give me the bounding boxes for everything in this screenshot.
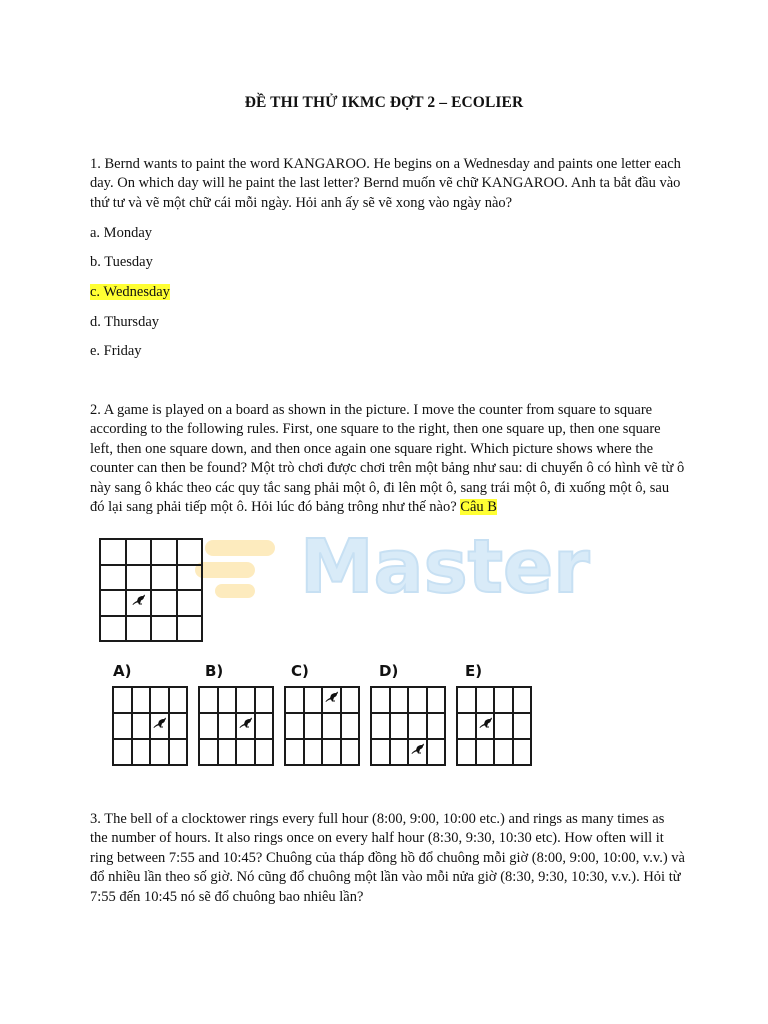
grid-cell [151,565,177,591]
grid-cell [285,739,304,765]
grid-cell [285,713,304,739]
grid-cell [322,739,341,765]
grid-cell [457,713,476,739]
choice-board-d [370,686,446,766]
grid-cell [476,713,495,739]
choice-label-b: B) [205,662,224,680]
choice-label-a: A) [113,662,132,680]
grid-cell [150,713,169,739]
grid-cell [177,590,203,616]
grid-cell [513,713,532,739]
choice-label-d: D) [379,662,399,680]
grid-cell [132,687,151,713]
grid-cell [199,687,218,713]
grid-cell [236,739,255,765]
grid-cell [390,739,409,765]
grid-cell [371,687,390,713]
grid-cell [100,565,126,591]
grid-cell [304,687,323,713]
grid-cell [494,739,513,765]
grid-cell [341,687,360,713]
grid-cell [126,565,152,591]
grid-cell [150,687,169,713]
page-title: ĐỀ THI THỬ IKMC ĐỢT 2 – ECOLIER [244,94,524,111]
grid-cell [494,687,513,713]
q1-option-a: a. Monday [90,225,153,241]
grid-cell [255,713,274,739]
grid-cell [513,739,532,765]
choice-board-e [456,686,532,766]
grid-cell [100,590,126,616]
grid-cell [408,713,427,739]
grid-cell [113,713,132,739]
grid-cell [255,687,274,713]
grid-cell [285,687,304,713]
grid-cell [177,565,203,591]
grid-cell [371,739,390,765]
grid-cell [341,739,360,765]
grid-cell [457,687,476,713]
grid-cell [150,739,169,765]
grid-cell [236,687,255,713]
grid-cell [304,739,323,765]
kangaroo-icon [477,717,493,735]
highlighted-answer: c. Wednesday [90,284,170,300]
question-3-text: 3. The bell of a clocktower rings every full hour (8:00, 9:00, 10:00 etc.) and rings as many times as the number of hours. It also rings once on every half hour (8:30, 9:30, 10:30 etc). How often will it ring between 7:55 and 10:45? Chuông của tháp đồng hồ đổ chuông mỗi giờ (8:00, 9:00, 10:00, v.v.) và đổ nhiều lần theo số giờ. Nó cũng đổ chuông một lần vào mỗi nửa giờ (8:30, 9:30, 10:30, v.v.). Hỏi từ 7:55 đến 10:45 nó sẽ đổ chuông bao nhiêu lần? [90,811,685,905]
grid-cell [236,713,255,739]
grid-cell [408,739,427,765]
grid-cell [218,713,237,739]
choice-label-c: C) [291,662,309,680]
watermark-text: Master [300,524,590,605]
grid-cell [408,687,427,713]
kangaroo-icon [237,717,253,735]
grid-cell [126,590,152,616]
grid-cell [199,713,218,739]
grid-cell [169,713,188,739]
grid-cell [132,739,151,765]
answer-highlight: Câu B [460,499,497,516]
kangaroo-icon [130,594,146,612]
choice-board-b [198,686,274,766]
grid-cell [513,687,532,713]
grid-cell [341,713,360,739]
grid-cell [322,687,341,713]
grid-cell [199,739,218,765]
grid-cell [476,739,495,765]
grid-cell [304,713,323,739]
grid-cell [113,739,132,765]
grid-cell [100,616,126,642]
question-2-text: 2. A game is played on a board as shown in the picture. I move the counter from square to square according to the following rules. First, one square to the right, then one square up, then one square left, then one square down, and then once again one square right. Which picture shows where the counter can then be found? Một trò chơi được chơi trên một bảng như sau: di chuyển ô có hình vẽ từ ô này sang ô khác theo các quy tắc sang phải một ô, đi lên một ô, sang trái một ô, đi xuống một ô, sau đó lại sang phải tiếp một ô. Hỏi lúc đó bảng trông như thế nào? Câu B [90,402,685,516]
main-board [99,538,203,642]
grid-cell [371,713,390,739]
grid-cell [427,713,446,739]
grid-cell [457,739,476,765]
grid-cell [322,713,341,739]
grid-cell [177,539,203,565]
grid-cell [177,616,203,642]
q1-option-d: d. Thursday [90,314,160,330]
grid-cell [151,590,177,616]
choice-label-e: E) [465,662,483,680]
kangaroo-icon [323,691,339,709]
q1-option-b: b. Tuesday [90,254,153,270]
grid-cell [126,539,152,565]
grid-cell [390,687,409,713]
choice-board-a [112,686,188,766]
grid-cell [169,687,188,713]
grid-cell [476,687,495,713]
question-1-text: 1. Bernd wants to paint the word KANGAROO. He begins on a Wednesday and paints one letter each day. On which day will he paint the last letter? Bernd muốn vẽ chữ KANGAROO. Anh ta bắt đầu vào thứ tư và vẽ một chữ cái mỗi ngày. Hỏi anh ấy sẽ vẽ xong vào ngày nào? [90,156,681,211]
grid-cell [126,616,152,642]
grid-cell [151,539,177,565]
grid-cell [100,539,126,565]
grid-cell [390,713,409,739]
grid-cell [427,687,446,713]
kangaroo-icon [409,743,425,761]
grid-cell [113,687,132,713]
grid-cell [427,739,446,765]
q1-option-e: e. Friday [90,343,142,359]
kangaroo-icon [151,717,167,735]
grid-cell [218,739,237,765]
grid-cell [151,616,177,642]
q1-option-c [90,283,170,302]
grid-cell [132,713,151,739]
grid-cell [169,739,188,765]
choice-board-c [284,686,360,766]
grid-cell [494,713,513,739]
grid-cell [255,739,274,765]
grid-cell [218,687,237,713]
